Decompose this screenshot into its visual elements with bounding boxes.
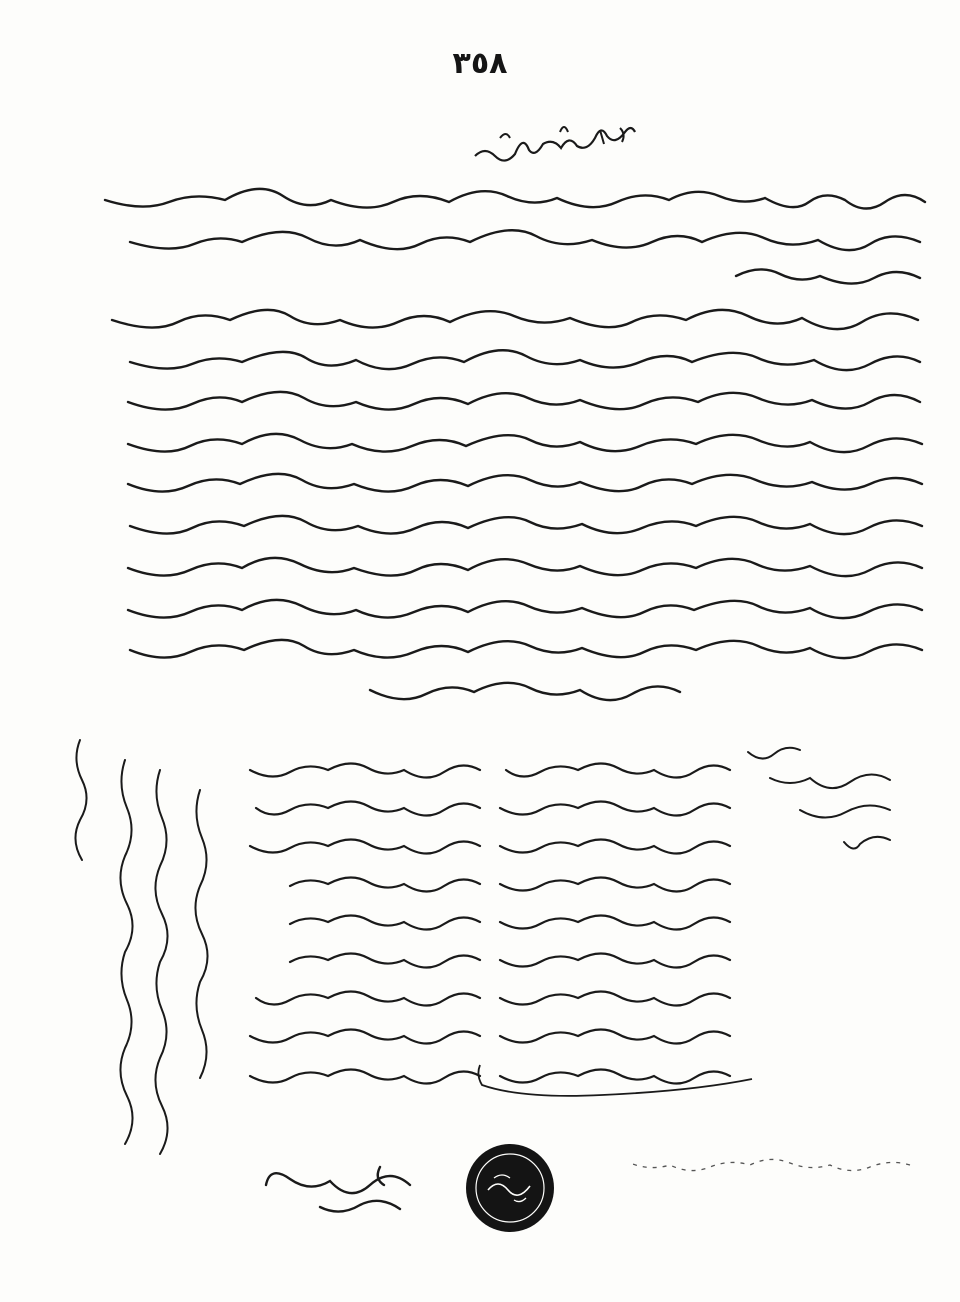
basmala-heading-icon: [470, 118, 640, 168]
handwritten-signature-icon: [260, 1155, 420, 1235]
signature-bracket-icon: [470, 1055, 760, 1115]
vertical-margin-notes-icon: [50, 730, 220, 1250]
page-number: ٣٥٨: [452, 46, 508, 81]
handwritten-paragraph-icon: [20, 180, 940, 720]
faint-annotation-icon: [580, 1150, 920, 1180]
seal-stamp-icon: [460, 1138, 560, 1238]
side-signature-icon: [740, 740, 900, 870]
